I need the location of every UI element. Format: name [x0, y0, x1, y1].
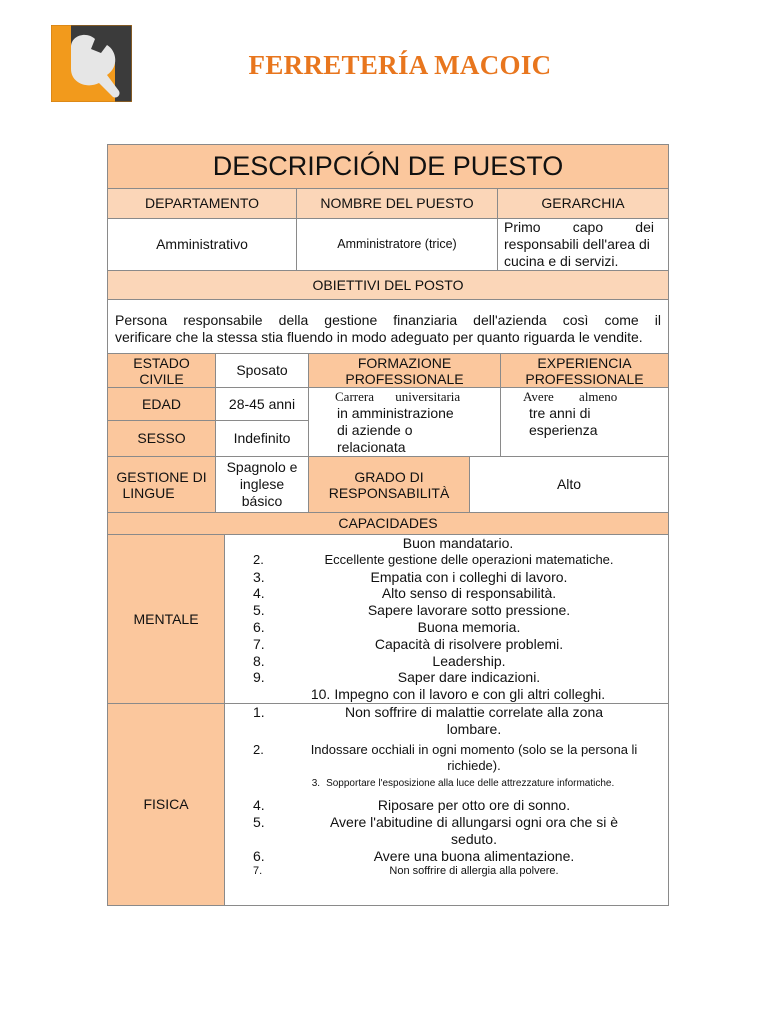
formazione-line: relacionata: [337, 439, 406, 455]
list-text: seduto.: [451, 830, 497, 847]
list-number: 2.: [253, 741, 264, 757]
experiencia-line: Avere almeno: [523, 389, 618, 404]
formazione-line: Carrera universitaria: [335, 389, 461, 404]
list-text: Non soffrire di malattie correlate alla zona: [344, 704, 604, 720]
document-title: DESCRIPCIÓN DE PUESTO: [107, 144, 669, 189]
list-text: Sopportare l'esposizione alla luce delle attrezzature informatiche.: [326, 778, 615, 790]
header-departamento: DEPARTAMENTO: [107, 188, 297, 219]
list-number: 10.: [310, 686, 331, 703]
fisica-list-item: [253, 777, 669, 791]
mentale-list-item: [253, 585, 663, 602]
list-text: Buona memoria.: [417, 618, 521, 635]
header-nombre-puesto: NOMBRE DEL PUESTO: [296, 188, 498, 219]
list-text: Avere l'abitudine di allungarsi ogni ora che si è: [329, 813, 619, 830]
mentale-list-item: [253, 686, 663, 703]
edad-label: EDAD: [107, 387, 216, 421]
list-text: Empatia con i colleghi di lavoro.: [370, 568, 568, 585]
list-number: 7.: [253, 865, 263, 878]
list-number: 5.: [253, 602, 265, 619]
value-departamento: Amministrativo: [107, 218, 297, 271]
fisica-list-cell: [224, 703, 669, 906]
fisica-list-item: [253, 864, 669, 878]
list-text: Impegno con il lavoro e con gli altri colleghi.: [334, 686, 606, 703]
fisica-list-item: [253, 797, 669, 814]
experiencia-label: EXPERIENCIA PROFESSIONALE: [500, 353, 669, 388]
list-text: Leadership.: [432, 652, 506, 669]
experiencia-value: [500, 387, 669, 457]
edad-value: 28-45 anni: [215, 387, 309, 421]
list-number: 1.: [253, 704, 265, 720]
list-text: Avere una buona alimentazione.: [373, 847, 575, 864]
mentale-list-item: [253, 636, 663, 653]
obiettivi-header: OBIETTIVI DEL POSTO: [107, 270, 669, 300]
fisica-list-item: [253, 704, 669, 738]
mentale-list-item: [253, 653, 663, 670]
list-text: richiede).: [447, 758, 501, 774]
sesso-value: Indefinito: [215, 420, 309, 457]
fisica-list: [253, 704, 669, 878]
lingue-value: Spagnolo e inglese básico: [215, 456, 309, 513]
list-text: Non soffrire di allergia alla polvere.: [389, 865, 559, 878]
fisica-list-item: [253, 814, 669, 848]
header-gerarchia: GERARCHIA: [497, 188, 669, 219]
formazione-line: in amministrazione: [337, 405, 454, 421]
company-name: FERRETERÍA MACOIC: [248, 50, 552, 80]
responsabilita-value: Alto: [469, 456, 669, 513]
list-text: Eccellente gestione delle operazioni matematiche.: [324, 551, 614, 567]
value-nombre-puesto: Amministratore (trice): [296, 218, 498, 271]
list-text: Buon mandatario.: [402, 535, 514, 551]
formazione-line: di aziende o: [337, 422, 413, 438]
capacidades-header: CAPACIDADES: [107, 512, 669, 535]
list-number: 2.: [253, 551, 264, 567]
mentale-list-item: [253, 669, 663, 686]
list-text: Sapere lavorare sotto pressione.: [367, 602, 571, 619]
mentale-list-item: [253, 569, 663, 586]
wrench-logo-icon: [51, 25, 132, 102]
list-number: 6.: [253, 618, 265, 635]
obiettivi-line: Persona responsabile della gestione finanziaria dell'azienda così come il: [115, 312, 661, 328]
list-text: Indossare occhiali in ogni momento (solo se la persona li: [310, 741, 638, 757]
gerarchia-line: Primo capo dei: [504, 219, 654, 235]
fisica-list-item: [253, 848, 669, 865]
value-gerarchia: [497, 218, 669, 271]
list-number: 3.: [311, 778, 321, 790]
list-number: 9.: [253, 669, 265, 686]
mentale-list-item: [253, 619, 663, 636]
formazione-label: FORMAZIONE PROFESSIONALE: [308, 353, 501, 388]
mentale-list-item: [253, 602, 663, 619]
job-description-form: [107, 144, 669, 906]
list-number: 6.: [253, 847, 265, 864]
list-text: Saper dare indicazioni.: [397, 669, 541, 686]
list-number: 8.: [253, 652, 265, 669]
obiettivi-text: [107, 299, 669, 354]
estado-civil-value: Sposato: [215, 353, 309, 388]
experiencia-line: esperienza: [529, 422, 598, 438]
sesso-label: SESSO: [107, 420, 216, 457]
list-text: lombare.: [446, 720, 502, 737]
fisica-label: FISICA: [107, 703, 225, 906]
gerarchia-line: cucina e di servizi.: [504, 253, 619, 269]
list-number: 5.: [253, 813, 265, 830]
mentale-list-item: [253, 535, 663, 552]
responsabilita-label: GRADO DI RESPONSABILITÀ: [308, 456, 470, 513]
lingue-label: GESTIONE DI LINGUE: [107, 456, 216, 513]
obiettivi-line: verificare che la stessa stia fluendo in modo adeguato per quanto riguarda le vendite.: [115, 329, 643, 345]
mentale-list-item: [253, 552, 663, 569]
formazione-value: [308, 387, 501, 457]
list-text: Capacità di risolvere problemi.: [374, 635, 564, 652]
list-number: 7.: [253, 635, 265, 652]
list-number: 4.: [253, 797, 265, 814]
mentale-label: MENTALE: [107, 534, 225, 704]
list-number: 4.: [253, 585, 265, 602]
mentale-list-cell: [224, 534, 669, 704]
list-number: 3.: [253, 568, 265, 585]
estado-civil-label: ESTADO CIVILE: [107, 353, 216, 388]
list-text: Riposare per otto ore di sonno.: [377, 797, 571, 814]
experiencia-line: tre anni di: [529, 405, 591, 421]
mentale-list: [253, 535, 663, 703]
fisica-list-item: [253, 742, 669, 776]
list-text: Alto senso di responsabilità.: [381, 585, 557, 602]
gerarchia-line: responsabili dell'area di: [504, 236, 650, 252]
